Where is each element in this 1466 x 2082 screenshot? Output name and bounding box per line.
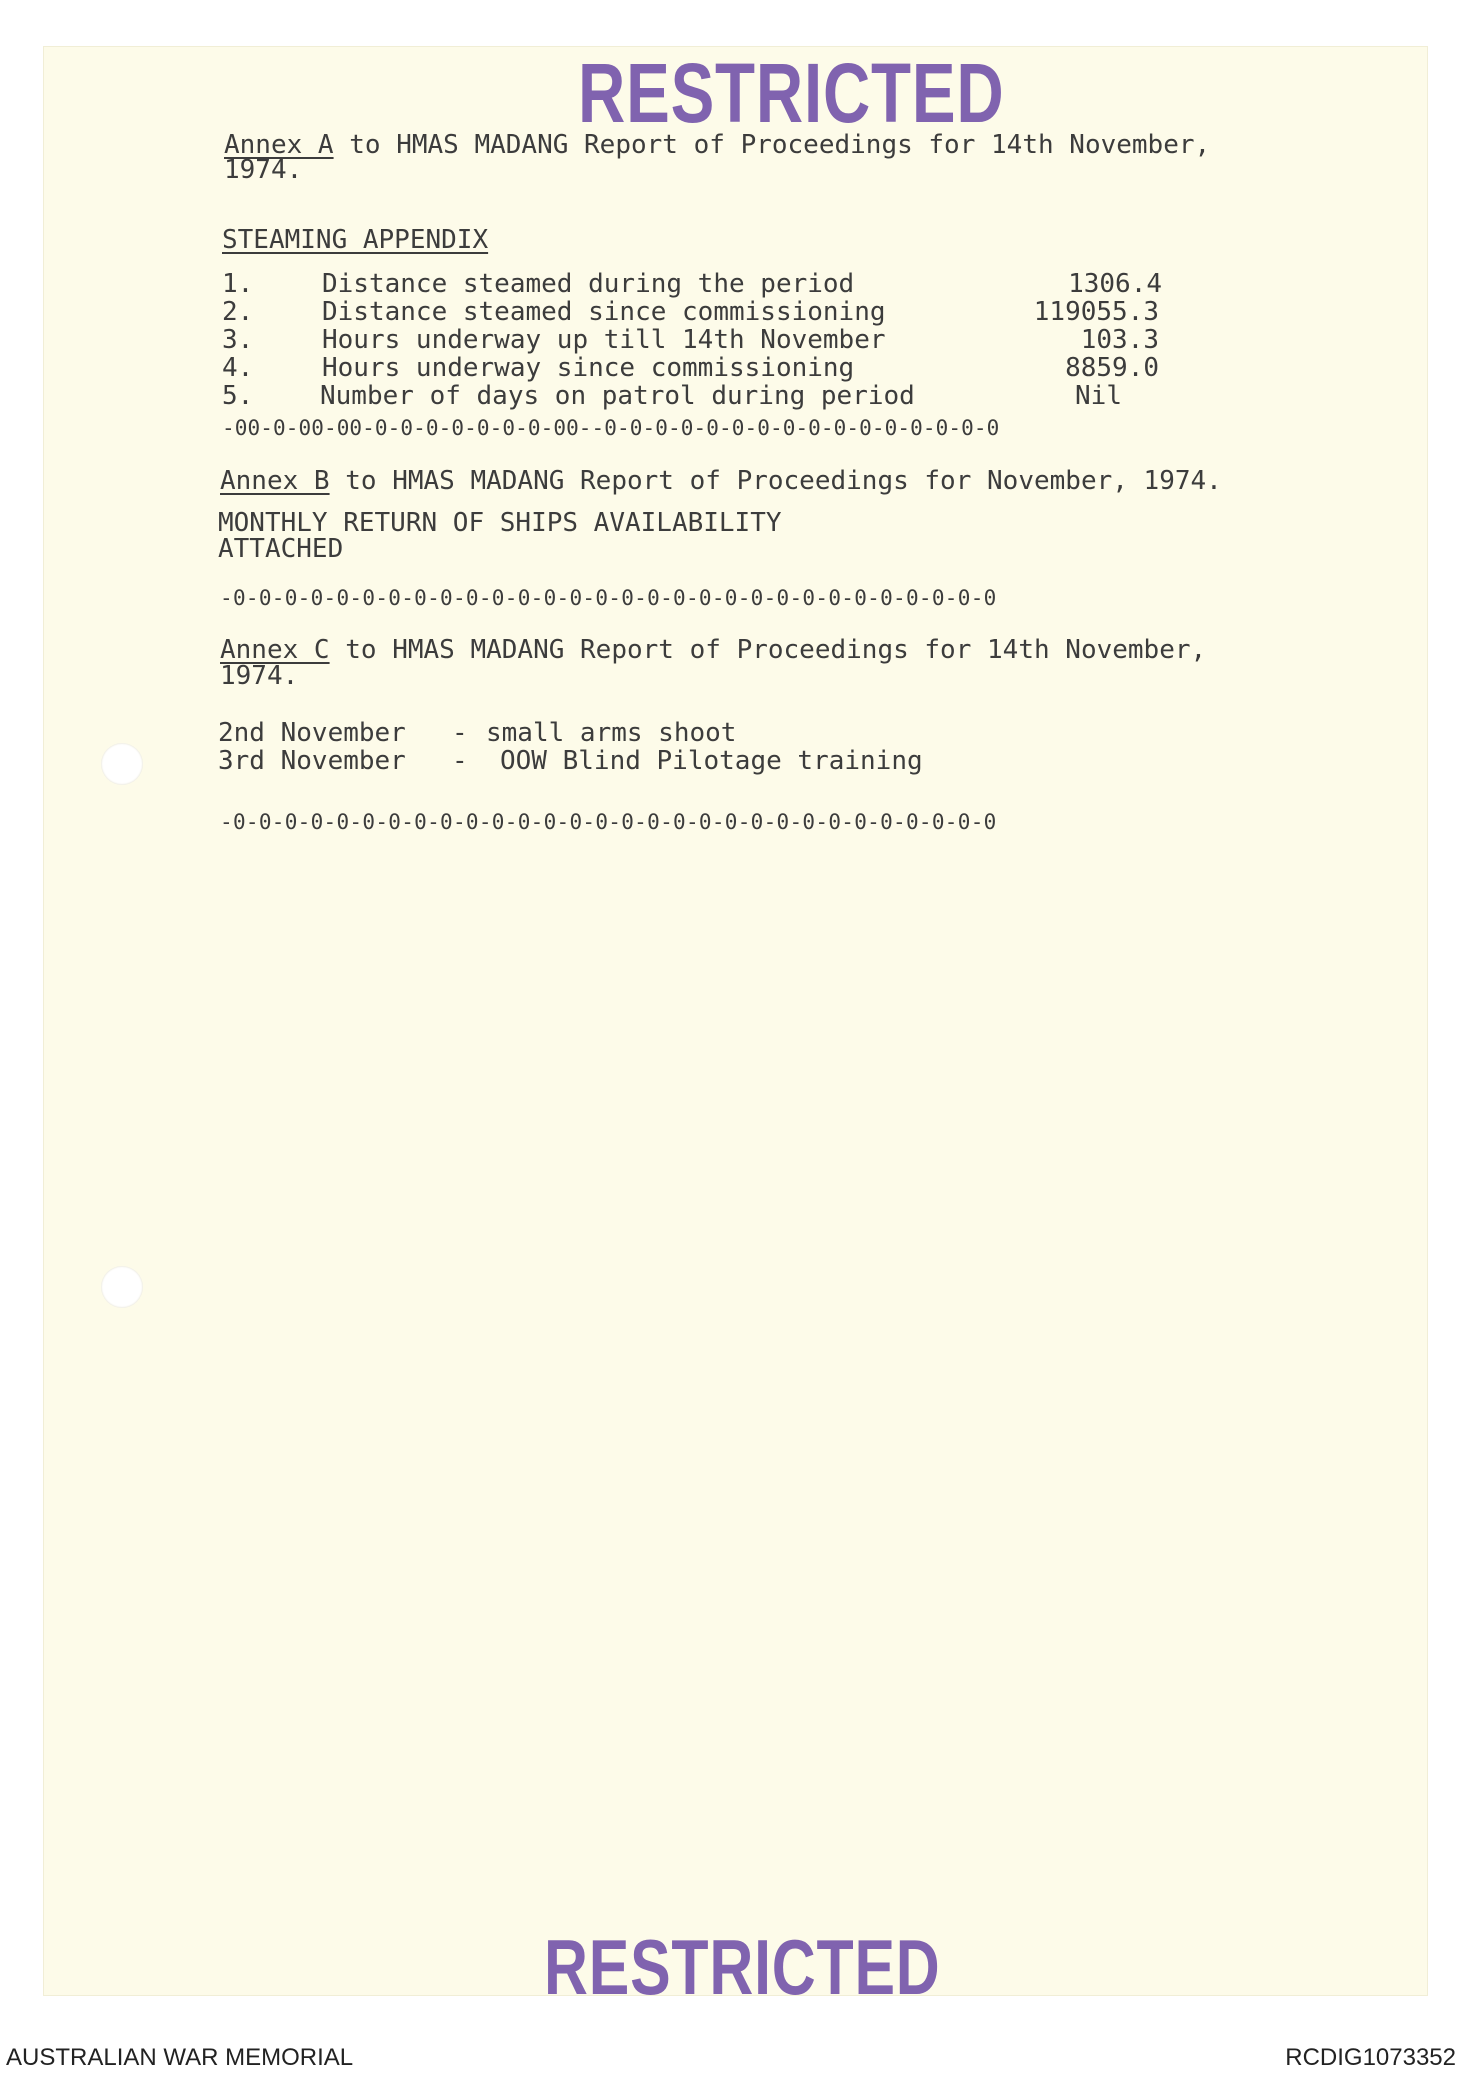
restricted-stamp-bottom: RESTRICTED: [544, 1923, 941, 2011]
item-value: 119055.3: [1033, 297, 1159, 327]
annex-a-year: 1974.: [224, 155, 303, 185]
item-text: Number of days on patrol during period: [320, 381, 915, 411]
item-value: Nil: [1075, 381, 1122, 411]
event-dash: -: [452, 746, 468, 776]
item-value: 8859.0: [1065, 353, 1159, 383]
punch-hole-top: [101, 743, 143, 785]
annex-b-label: Annex B: [220, 466, 330, 496]
annex-a-title: to HMAS MADANG Report of Proceedings for 14th November,: [333, 130, 1211, 160]
item-value: 103.3: [1080, 325, 1159, 355]
attached-line: ATTACHED: [218, 534, 344, 564]
annex-a-heading: [224, 131, 1210, 159]
event-date: 2nd November: [218, 718, 406, 748]
monthly-return-line: MONTHLY RETURN OF SHIPS AVAILABILITY: [218, 508, 782, 538]
item-value: 1306.4: [1068, 269, 1162, 299]
event-date: 3rd November: [218, 746, 406, 776]
event-text: small arms shoot: [486, 718, 737, 748]
item-text: Hours underway since commissioning: [322, 353, 855, 383]
footer-left-label: AUSTRALIAN WAR MEMORIAL: [6, 2044, 354, 2071]
annex-c-title: to HMAS MADANG Report of Proceedings for 14th November,: [329, 635, 1207, 665]
steaming-appendix-heading: STEAMING APPENDIX: [222, 225, 489, 255]
separator-line: -0-0-0-0-0-0-0-0-0-0-0-0-0-0-0-0-0-0-0-0-0-0-0-0-0-0-0-0-0-0: [220, 810, 997, 834]
event-text: OOW Blind Pilotage training: [500, 746, 923, 776]
annex-c-year: 1974.: [220, 661, 299, 691]
annex-a-label: Annex A: [224, 130, 334, 160]
item-number: 4.: [222, 353, 254, 383]
event-dash: -: [452, 718, 468, 748]
punch-hole-bottom: [101, 1266, 143, 1308]
restricted-stamp-top: RESTRICTED: [578, 46, 1005, 140]
item-number: 2.: [222, 297, 254, 327]
footer-right-id: RCDIG1073352: [1285, 2044, 1456, 2071]
item-number: 3.: [222, 325, 254, 355]
item-text: Hours underway up till 14th November: [322, 325, 886, 355]
annex-b-title: to HMAS MADANG Report of Proceedings for November, 1974.: [329, 466, 1222, 496]
annex-b-heading: [220, 467, 1222, 495]
item-text: Distance steamed during the period: [322, 269, 855, 299]
item-number: 1.: [222, 269, 254, 299]
item-text: Distance steamed since commissioning: [322, 297, 886, 327]
separator-line: -00-0-00-00-0-0-0-0-0-0-0-00--0-0-0-0-0-0-0-0-0-0-0-0-0-0-0-0: [222, 416, 1000, 440]
annex-c-heading: [220, 636, 1206, 664]
annex-c-label: Annex C: [220, 635, 330, 665]
item-number: 5.: [222, 381, 254, 411]
separator-line: -0-0-0-0-0-0-0-0-0-0-0-0-0-0-0-0-0-0-0-0-0-0-0-0-0-0-0-0-0-0: [220, 586, 997, 610]
